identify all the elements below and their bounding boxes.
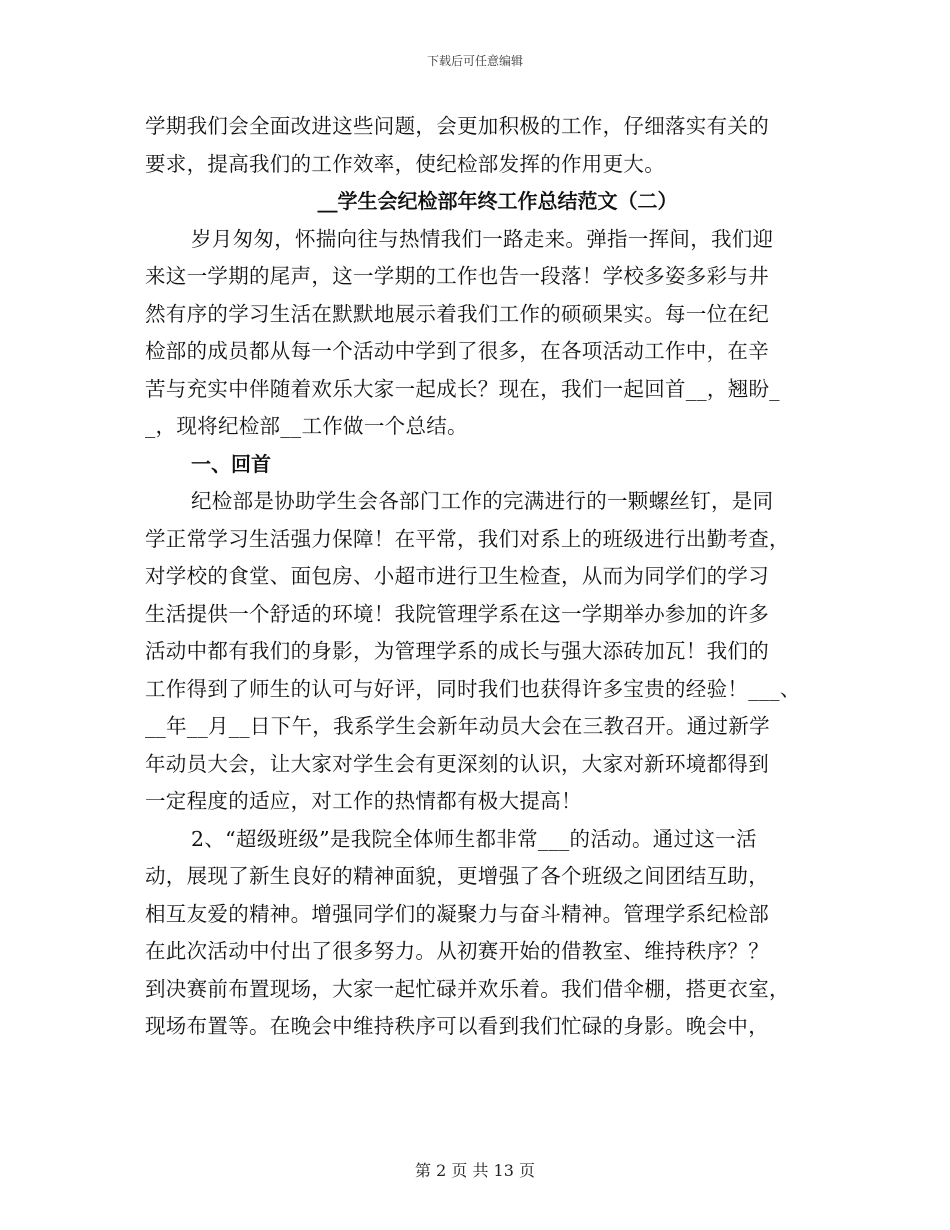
subsection-heading: 一、回首 — [191, 451, 271, 476]
paragraph-start-line: 岁月匆匆，怀揣向往与热情我们一路走来。弹指一挥间，我们迎 — [191, 226, 774, 251]
text-line: 来这一学期的尾声，这一学期的工作也告一段落！学校多姿多彩与井 — [145, 264, 769, 288]
paragraph-start-line: 纪检部是协助学生会各部门工作的完满进行的一颗螺丝钉，是同 — [191, 489, 774, 513]
text-line: __年__月__日下午，我系学生会新年动员大会在三教召开。通过新学 — [145, 714, 770, 738]
text-line: 活动中都有我们的身影，为管理学系的成长与强大添砖加瓦！我们的 — [145, 639, 769, 663]
text-line: 现场布置等。在晚会中维持秩序可以看到我们忙碌的身影。晚会中， — [145, 1014, 769, 1038]
text-line: 一定程度的适应，对工作的热情都有极大提高！ — [145, 789, 582, 813]
text-line: 然有序的学习生活在默默地展示着我们工作的硕硕果实。每一位在纪 — [145, 301, 769, 326]
text-line: _，现将纪检部__工作做一个总结。 — [145, 414, 468, 438]
text-line: 到决赛前布置现场，大家一起忙碌并欢乐着。我们借伞棚，搭更衣室， — [145, 976, 790, 1001]
text-line: 对学校的食堂、面包房、小超市进行卫生检查，从而为同学们的学习 — [145, 564, 769, 588]
text-line: 相互友爱的精神。增强同学们的凝聚力与奋斗精神。管理学系纪检部 — [145, 901, 769, 926]
text-line: 苦与充实中伴随着欢乐大家一起成长？现在，我们一起回首__，翘盼_ — [145, 376, 780, 401]
text-line: 要求，提高我们的工作效率，使纪检部发挥的作用更大。 — [145, 151, 665, 176]
text-line: 年动员大会，让大家对学生会有更深刻的认识，大家对新环境都得到 — [145, 751, 769, 776]
text-line: 动，展现了新生良好的精神面貌，更增强了各个班级之间团结互助， — [145, 864, 769, 888]
text-line: 生活提供一个舒适的环境！我院管理学系在这一学期举办参加的许多 — [145, 601, 769, 626]
text-line: 检部的成员都从每一个活动中学到了很多，在各项活动工作中，在辛 — [145, 339, 769, 363]
section-title: __学生会纪检部年终工作总结范文（二） — [317, 189, 678, 213]
document-body — [145, 108, 810, 1046]
text-line: 在此次活动中付出了很多努力。从初赛开始的借教室、维持秩序？？ — [145, 939, 769, 963]
page-footer-number: 第 2 页 共 13 页 — [415, 1161, 535, 1180]
text-line: 学正常学习生活强力保障！在平常，我们对系上的班级进行出勤考查， — [145, 526, 790, 551]
page-header-note: 下载后可任意编辑 — [426, 54, 523, 68]
paragraph-start-line: 2、“超级班级”是我院全体师生都非常___的活动。通过这一活 — [191, 826, 757, 851]
text-line: 工作得到了师生的认可与好评，同时我们也获得许多宝贵的经验！___、 — [145, 676, 801, 701]
text-line: 学期我们会全面改进这些问题，会更加积极的工作，仔细落实有关的 — [145, 114, 769, 138]
